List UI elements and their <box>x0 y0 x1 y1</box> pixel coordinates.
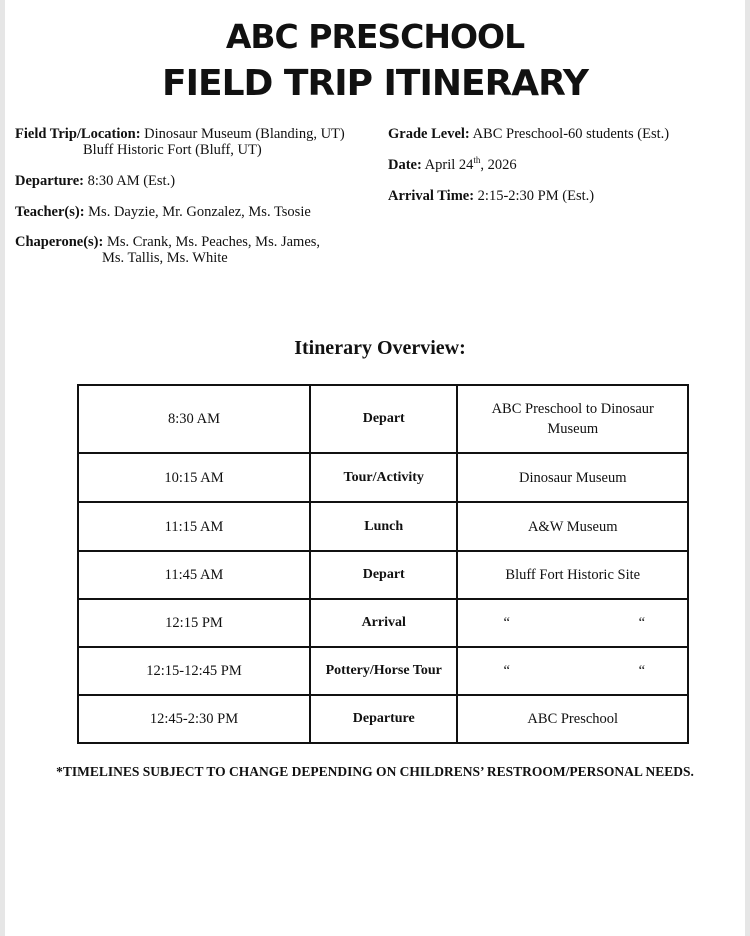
date-label: Date: <box>388 157 422 173</box>
ditto-marks <box>468 661 677 681</box>
teachers-value: Ms. Dayzie, Mr. Gonzalez, Ms. Tsosie <box>88 204 311 220</box>
date-ordinal: th <box>473 155 481 166</box>
time-cell: 12:45-2:30 PM <box>78 695 310 743</box>
activity-cell: Depart <box>310 551 458 599</box>
chaperones-label: Chaperone(s): <box>15 234 104 250</box>
date-value <box>425 157 517 173</box>
location-cell: Bluff Fort Historic Site <box>457 551 688 599</box>
disclaimer-note: *TIMELINES SUBJECT TO CHANGE DEPENDING ON CHILDRENS’ RESTROOM/PERSONAL NEEDS. <box>56 764 694 779</box>
location-cell: ABC Preschool <box>457 695 688 743</box>
ditto-mark: “ <box>503 615 510 631</box>
table-row <box>78 502 688 551</box>
table-row <box>78 695 688 743</box>
ditto-marks <box>468 613 677 633</box>
departure-line <box>15 173 175 190</box>
time-cell: 11:45 AM <box>78 551 310 599</box>
activity-cell: Depart <box>310 385 458 453</box>
grade-label: Grade Level: <box>388 126 470 142</box>
ditto-mark: “ <box>503 663 510 679</box>
grade-line <box>388 126 669 143</box>
itinerary-heading: Itinerary Overview: <box>294 337 466 359</box>
chaperones-value-2: Ms. Tallis, Ms. White <box>102 250 228 266</box>
departure-value: 8:30 AM (Est.) <box>87 173 176 189</box>
location-label: Field Trip/Location: <box>15 126 141 142</box>
table-row <box>78 647 688 695</box>
arrival-label: Arrival Time: <box>388 188 475 204</box>
date-value-year: , 2026 <box>480 157 517 173</box>
page-subtitle: FIELD TRIP ITINERARY <box>162 63 588 104</box>
activity-cell: Departure <box>310 695 458 743</box>
location-cell <box>457 647 688 695</box>
activity-cell: Arrival <box>310 599 458 647</box>
teachers-label: Teacher(s): <box>15 204 85 220</box>
time-cell: 10:15 AM <box>78 453 310 502</box>
location-cell <box>457 599 688 647</box>
date-line <box>388 157 517 174</box>
location-line <box>15 126 345 143</box>
location-cell: Dinosaur Museum <box>457 453 688 502</box>
itinerary-table <box>77 384 689 744</box>
chaperones-value: Ms. Crank, Ms. Peaches, Ms. James, <box>106 234 321 250</box>
time-cell: 12:15-12:45 PM <box>78 647 310 695</box>
table-row <box>78 453 688 502</box>
date-value-main: April 24 <box>424 157 474 173</box>
ditto-mark: “ <box>638 615 645 631</box>
departure-label: Departure: <box>15 173 84 189</box>
page-title: ABC PRESCHOOL <box>225 17 525 56</box>
grade-value: ABC Preschool-60 students (Est.) <box>472 126 670 142</box>
table-row <box>78 551 688 599</box>
location-cell: ABC Preschool to Dinosaur Museum <box>457 385 688 453</box>
activity-cell: Pottery/Horse Tour <box>310 647 458 695</box>
arrival-value: 2:15-2:30 PM (Est.) <box>477 188 595 204</box>
table-row <box>78 599 688 647</box>
teachers-line <box>15 204 311 221</box>
arrival-line <box>388 188 594 205</box>
table-row <box>78 385 688 453</box>
location-cell: A&W Museum <box>457 502 688 551</box>
chaperones-line <box>15 234 320 251</box>
time-cell: 8:30 AM <box>78 385 310 453</box>
activity-cell: Tour/Activity <box>310 453 458 502</box>
time-cell: 12:15 PM <box>78 599 310 647</box>
ditto-mark: “ <box>638 663 645 679</box>
location-value: Dinosaur Museum (Blanding, UT) <box>144 126 345 142</box>
activity-cell: Lunch <box>310 502 458 551</box>
location-value-2: Bluff Historic Fort (Bluff, UT) <box>83 142 262 158</box>
time-cell: 11:15 AM <box>78 502 310 551</box>
